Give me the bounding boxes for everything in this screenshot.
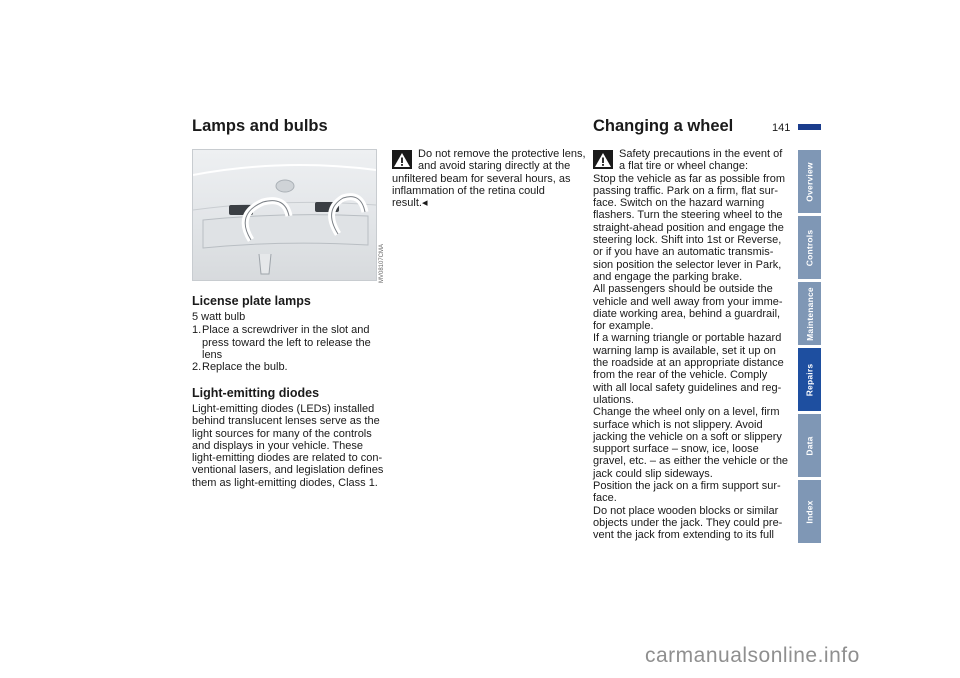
heading-license-plate-lamps: License plate lamps [192,294,311,308]
body-line: sion position the selector lever in Park, [593,258,782,271]
body-line: face. [593,492,617,505]
body-line: with all local safety guidelines and reg- [593,381,782,394]
body-line: jack could slip sideways. [593,467,713,480]
trunk-lid-drawing [193,150,376,280]
step-1: 1. Place a screwdriver in the slot and press toward the left to release the lens [192,324,371,361]
body-line: the roadside at an appropriate distance [593,357,784,370]
tab-maintenance[interactable]: Maintenance [798,282,821,345]
body-line: warning lamp is available, set it up on [593,344,776,357]
body-line: and engage the parking brake. [593,270,743,283]
body-line: or if you have an automatic transmis- [593,246,774,259]
body-line: vehicle and well away from your imme- [593,295,783,308]
body-line: steering lock. Shift into 1st or Reverse, [593,234,782,247]
step-2: 2. Replace the bulb. [192,361,288,374]
body-line: gravel, etc. – as either the vehicle or the [593,455,789,468]
tab-overview[interactable]: Overview [798,150,821,213]
body-line: face. Switch on the hazard warning [593,197,765,210]
section-title-changing-a-wheel: Changing a wheel [593,117,734,135]
tab-controls[interactable]: Controls [798,216,821,279]
body-line: passing traffic. Park on a firm, flat sur- [593,184,779,197]
body-line: All passengers should be outside the [593,283,773,296]
watermark: carmanualsonline.info [645,644,860,667]
body-line: objects under the jack. They could pre- [593,516,783,529]
license-plate-lamps-body [192,311,382,373]
lens-warning: Do not remove the protective lens, and avoid staring directly at the unfiltered beam for several hours, as inflammation of the retina could result.◂ [392,148,586,210]
body-line: Stop the vehicle as far as possible from [593,172,785,185]
body-line: Position the jack on a firm support sur- [593,480,781,493]
body-line: diate working area, behind a guardrail, [593,307,781,320]
body-line: straight-ahead position and engage the [593,221,784,234]
wheel-body-lines [593,173,793,542]
tab-index[interactable]: Index [798,480,821,543]
body-line: for example. [593,320,654,333]
tab-data[interactable]: Data [798,414,821,477]
body-line: vent the jack from extending to its full [593,529,774,542]
body-line: from the rear of the vehicle. Comply [593,369,768,382]
body-line: surface which is not slippery. Avoid [593,418,763,431]
section-title-lamps-and-bulbs: Lamps and bulbs [192,117,328,135]
image-code: MV08107CMA [379,243,385,283]
page-accent-bar [798,124,821,130]
led-body: Light-emitting diodes (LEDs) installed behind translucent lenses serve as the light sources for many of the controls and displays in your vehicle. These light-emitting diodes are related to con- ventional lasers, and legislation defines them as light-emitting diodes, Class 1. [192,403,384,489]
page-number: 141 [772,122,791,134]
bulb-spec: 5 watt bulb [192,311,246,323]
body-line: flashers. Turn the steering wheel to the [593,209,783,222]
body-line: ulations. [593,393,634,406]
body-line: If a warning triangle or portable hazard [593,332,782,345]
heading-light-emitting-diodes: Light-emitting diodes [192,386,320,400]
body-line: support surface – snow, ice, loose [593,443,759,456]
body-line: jacking the vehicle on a soft or slippery [593,430,782,443]
license-plate-lamp-illustration [192,149,377,281]
tab-repairs[interactable]: Repairs [798,348,821,411]
body-line: Change the wheel only on a level, firm [593,406,780,419]
body-line: Do not place wooden blocks or similar [593,504,779,517]
wheel-change-precautions: Safety precautions in the event of a flat tire or wheel change: Stop the vehicle as far as possible from passing traffic. Park on a firm, flat sur- face. Switch on the hazard warning flashers. Turn the steering wheel to the straight-ahead position and engage the steering lock. Shift into 1st or Reverse, or if you have an automatic transmis- sion position the selector lever in Park, and engage the parking brake. All passengers should be outside the vehicle and well away from your imme- diate working area, behind a guardrail, for example. If a warning triangle or portable hazard warning lamp is available, set it up on the roadside at an appropriate distance from the rear of the vehicle. Comply with all local safety guidelines and reg- ulations. Change the wheel only on a level, firm surface which is not slippery. Avoid jacking the vehicle on a soft or slippery support surface – snow, ice, loose gravel, etc. – as either the vehicle or the jack could slip sideways. Position the jack on a firm support sur- face. Do not place wooden blocks or similar objects under the jack. They could pre- vent the jack from extending to its full [593,148,793,542]
